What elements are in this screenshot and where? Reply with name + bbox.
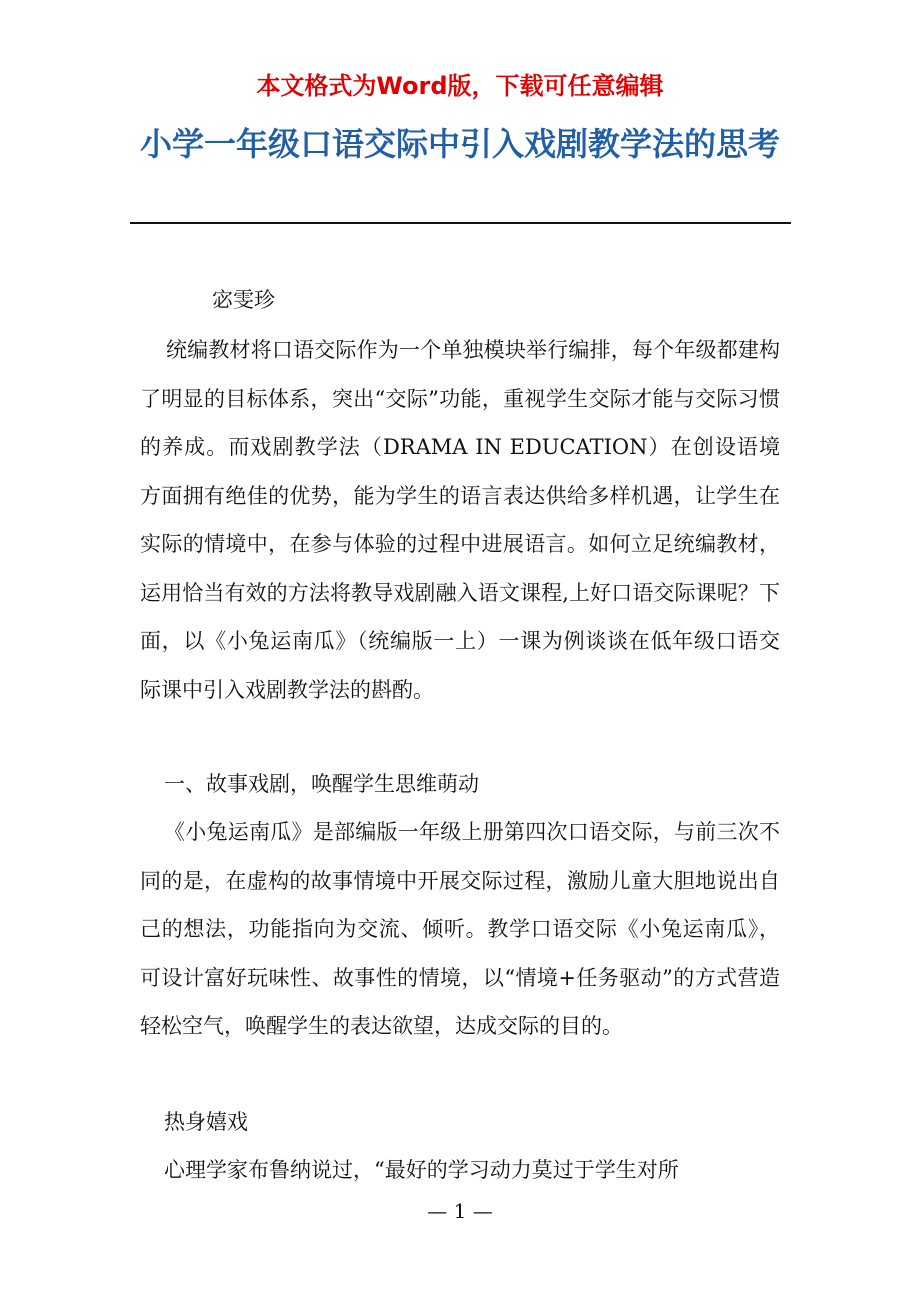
page-number: — 1 — <box>427 1199 493 1223</box>
section-paragraph: 《小兔运南瓜》是部编版一年级上册第四次口语交际，与前三次不同的是，在虚构的故事情境中开展交际过程，激励儿童大胆地说出自己的想法，功能指向为交流、倾听。教学口语交际《小兔运南瓜》，可设计富好玩味性、故事性的情境，以“情境+任务驱动”的方式营造轻松空气，唤醒学生的表达欲望，达成交际的目的。 <box>140 820 780 1038</box>
continued-paragraph: 心理学家布鲁纳说过，“最好的学习动力莫过于学生对所 <box>164 1158 679 1182</box>
document-title: 小学一年级口语交际中引入戏剧教学法的思考 <box>140 125 781 163</box>
author-name: 宓雯珍 <box>212 288 275 312</box>
intro-paragraph: 统编教材将口语交际作为一个单独模块举行编排，每个年级都建构了明显的目标体系，突出“交际”功能，重视学生交际才能与交际习惯的养成。而戏剧教学法（DRAMA IN EDUCATION）在创设语境方面拥有绝佳的优势，能为学生的语言表达供给多样机遇，让学生在实际的情境中，在参与体验的过程中进展语言。如何立足统编教材，运用恰当有效的方法将教导戏剧融入语文课程,上好口语交际课呢？下面，以《小兔运南瓜》（统编版一上）一课为例谈谈在低年级口语交际课中引入戏剧教学法的斟酌。 <box>140 338 780 702</box>
format-notice: 本文格式为Word版，下载可任意编辑 <box>256 72 664 100</box>
subsection-heading: 热身嬉戏 <box>164 1110 248 1134</box>
title-divider <box>130 222 791 224</box>
section-heading: 一、故事戏剧，唤醒学生思维萌动 <box>164 772 479 796</box>
